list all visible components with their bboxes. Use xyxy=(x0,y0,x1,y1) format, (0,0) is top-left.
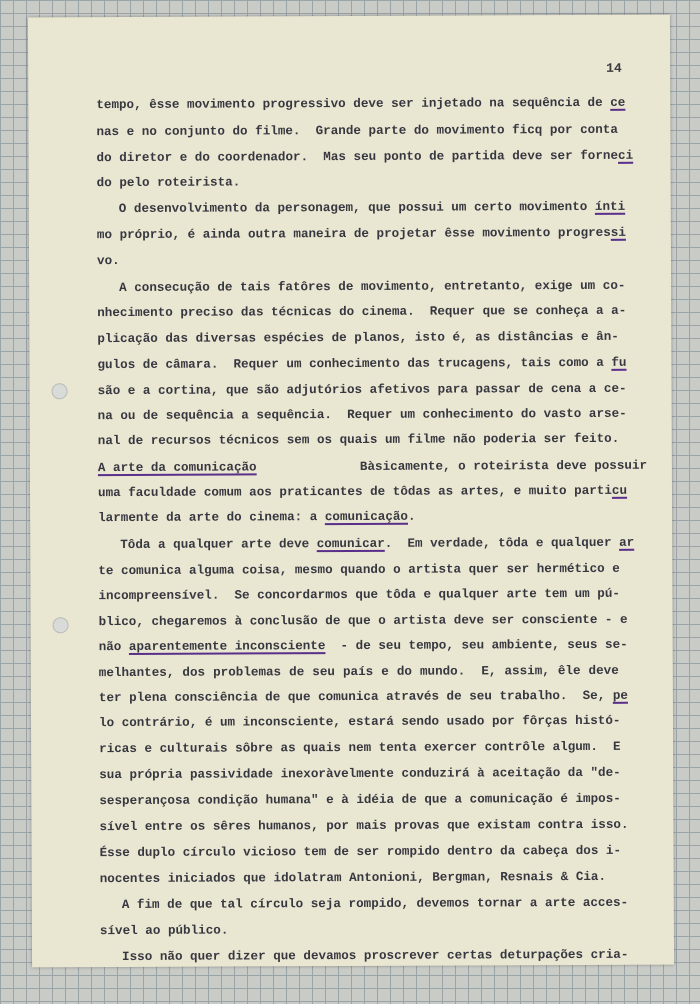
text-line: A fim de que tal círculo seja rompido, devemos tornar a arte acces- xyxy=(121,895,629,913)
text-line: vo. xyxy=(96,254,120,269)
text-line: O desenvolvimento da personagem, que possui um certo movimento ínti xyxy=(118,199,626,217)
text-line: são e a cortina, que são adjutórios afetivos para passar de cena a ce- xyxy=(97,381,627,399)
text-line: Tôda a qualquer arte deve comunicar. Em verdade, tôda e qualquer ar xyxy=(120,535,635,553)
text-line: ter plena consciência de que comunica através de seu trabalho. Se, pe xyxy=(98,688,628,706)
text-line: blico, chegaremos à conclusão de que o artista deve ser consciente - e xyxy=(98,612,628,630)
text-line: Isso não quer dizer que devamos proscrever certas deturpações cria- xyxy=(122,947,629,965)
text-line: sesperançosa condição humana" e à idéia de que a comunicação é impos- xyxy=(99,791,621,809)
text-line: nhecimento preciso das técnicas do cinema. Requer que se conheça a a- xyxy=(97,303,627,321)
text-line: Ésse duplo círculo vicioso tem de ser rompido dentro da cabeça dos i- xyxy=(99,843,622,861)
page-number: 14 xyxy=(606,60,622,76)
text-line: te comunica alguma coisa, mesmo quando o artista quer ser hermético e xyxy=(98,561,620,579)
punch-hole xyxy=(52,383,68,399)
text-line: A consecução de tais fatôres de movimento, entretanto, exige um co- xyxy=(119,278,626,296)
text-line: do diretor e do coordenador. Mas seu ponto de partida deve ser forneci xyxy=(96,148,634,166)
punch-hole xyxy=(53,617,69,633)
text-line: sível entre os sêres humanos, por mais provas que existam contra isso. xyxy=(99,817,629,835)
text-line: Bàsicamente, o roteirista deve possuir xyxy=(359,458,648,474)
text-line: sível ao público. xyxy=(99,923,229,939)
text-line: melhantes, dos problemas de seu país e do mundo. E, assim, êle deve xyxy=(98,663,619,681)
text-line: plicação das diversas espécies de planos, isto é, as distâncias e ân- xyxy=(97,329,619,347)
text-line: gulos de câmara. Requer um conhecimento das trucagens, tais como a fu xyxy=(97,355,627,373)
text-line: tempo, êsse movimento progressivo deve ser injetado na sequência de ce xyxy=(96,95,626,113)
text-line: lo contrário, é um inconsciente, estará sendo usado por fôrças histó- xyxy=(98,713,621,731)
section-heading: A arte da comunicação xyxy=(97,460,257,476)
text-line: nas e no conjunto do filme. Grande parte do movimento ficq por conta xyxy=(96,122,618,140)
text-line: incompreensível. Se concordarmos que tôda e qualquer arte tem um pú- xyxy=(98,586,620,604)
text-line: sua própria passividade inexoràvelmente conduzirá à aceitação da "de- xyxy=(99,765,621,783)
text-line: não aparentemente inconsciente - de seu tempo, seu ambiente, seus se- xyxy=(98,637,628,655)
text-line: na ou de sequência a sequência. Requer um conhecimento do vasto arse- xyxy=(97,406,627,424)
text-line: ricas e culturais sôbre as quais nem tenta exercer contrôle algum. E xyxy=(99,739,621,757)
text-line: larmente da arte do cinema: a comunicação. xyxy=(98,509,416,526)
text-line: nal de recursos técnicos sem os quais um filme não poderia ser feito. xyxy=(97,431,620,449)
text-line: uma faculdade comum aos praticantes de tôdas as artes, e muito particu xyxy=(97,483,628,501)
text-line: nocentes iniciados que idolatram Antonioni, Bergman, Resnais & Cia. xyxy=(99,869,607,887)
typewritten-page xyxy=(28,15,674,968)
text-line: mo próprio, é ainda outra maneira de projetar êsse movimento progressi xyxy=(96,225,626,243)
text-line: do pelo roteirista. xyxy=(96,175,241,191)
